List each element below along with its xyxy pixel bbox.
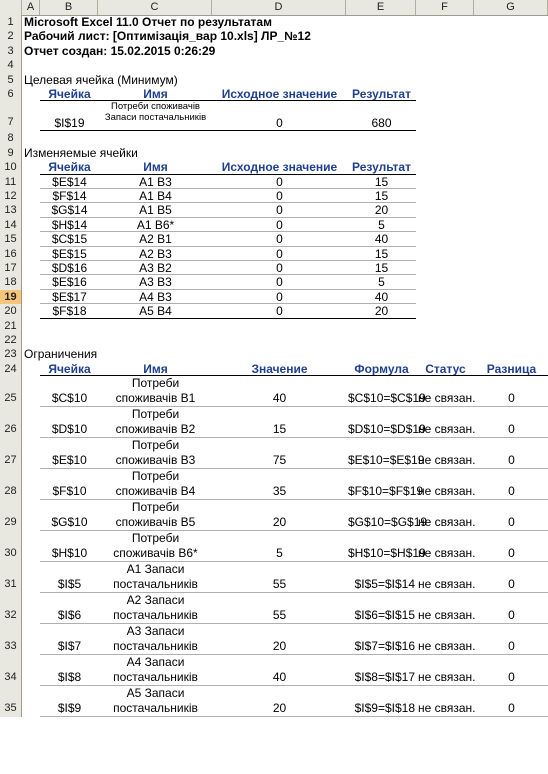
constraint-cell-ref: $I$8	[57, 670, 82, 685]
column-header-g[interactable]: G	[474, 0, 548, 15]
column-header-c[interactable]: C	[98, 0, 212, 15]
row-header-19[interactable]: 19	[0, 290, 22, 304]
constraint-name-line1: Потреби	[131, 438, 180, 453]
constraint-difference: 0	[508, 546, 515, 561]
variable-cell-name: A2 B3	[139, 246, 172, 261]
row-header-24[interactable]: 24	[0, 362, 22, 376]
variable-cell-name: A1 B5	[139, 203, 172, 218]
target-cell-name: Потреби споживачів Запаси постачальників	[104, 101, 207, 124]
target-section-title: Целевая ячейка (Минимум)	[24, 72, 178, 87]
constraint-status: не связан.	[418, 546, 476, 561]
table-border	[40, 716, 548, 717]
variable-initial-value: 0	[276, 217, 283, 232]
constraint-status: не связан.	[418, 577, 476, 592]
constraint-formula: $I$6=$I$15	[354, 608, 415, 623]
variable-cell-ref: $E$16	[52, 275, 87, 290]
report-worksheet: Рабочий лист: [Оптимізація_вар 10.xls] ЛР_№12	[24, 29, 311, 44]
row-header-9[interactable]: 9	[0, 146, 22, 160]
variable-cell-ref: $E$17	[52, 289, 87, 304]
row-header-11[interactable]: 11	[0, 175, 22, 189]
row-header-16[interactable]: 16	[0, 247, 22, 261]
constraint-status: не связан.	[418, 391, 476, 406]
variable-cell-name: A2 B1	[139, 232, 172, 247]
variable-cell-name: A1 B3	[139, 174, 172, 189]
constraint-value: 20	[272, 701, 287, 716]
variable-initial-value: 0	[276, 189, 283, 203]
constraint-value: 40	[272, 391, 287, 406]
row-header-1[interactable]: 1	[0, 15, 22, 29]
row-header-13[interactable]: 13	[0, 203, 22, 217]
constraint-cell-ref: $C$10	[51, 391, 88, 406]
row-header-35[interactable]: 35	[0, 686, 22, 717]
column-header-bar	[0, 0, 548, 16]
constraint-formula: $C$10=$C$19	[348, 391, 426, 406]
constraints-header-diff: Разница	[486, 361, 537, 376]
variable-initial-value: 0	[276, 203, 283, 218]
constraint-name-line1: Потреби	[131, 407, 180, 422]
row-header-31[interactable]: 31	[0, 562, 22, 593]
row-header-5[interactable]: 5	[0, 73, 22, 87]
row-header-14[interactable]: 14	[0, 218, 22, 232]
constraint-status: не связан.	[418, 453, 476, 468]
constraint-cell-ref: $E$10	[52, 453, 87, 468]
variables-header-result: Результат	[352, 160, 411, 175]
constraint-formula: $H$10=$H$19	[348, 546, 426, 561]
constraint-name-line2: постачальників	[113, 670, 198, 685]
row-header-28[interactable]: 28	[0, 469, 22, 500]
row-header-29[interactable]: 29	[0, 500, 22, 531]
variable-cell-ref: $E$14	[52, 174, 87, 189]
constraint-formula: $I$5=$I$14	[354, 577, 415, 592]
constraint-name-line2: споживачів B6*	[113, 546, 198, 561]
constraint-name-line1: Потреби	[131, 531, 180, 546]
constraint-cell-ref: $I$6	[57, 608, 82, 623]
constraint-cell-ref: $G$10	[51, 515, 88, 530]
constraints-header-cell: Ячейка	[48, 361, 91, 376]
constraint-status: не связан.	[418, 515, 476, 530]
constraint-formula: $G$10=$G$19	[348, 515, 428, 530]
constraint-value: 55	[272, 577, 287, 592]
row-header-4[interactable]: 4	[0, 58, 22, 72]
target-header-initial: Исходное значение	[221, 87, 338, 101]
variable-cell-ref: $F$18	[52, 304, 87, 319]
variable-initial-value: 0	[276, 289, 283, 304]
variable-initial-value: 0	[276, 261, 283, 275]
report-title: Microsoft Excel 11.0 Отчет по результатам	[24, 15, 272, 29]
variable-result-value: 40	[374, 289, 389, 304]
row-header-30[interactable]: 30	[0, 531, 22, 562]
constraint-formula: $F$10=$F$19	[348, 484, 424, 499]
target-result-value: 680	[371, 116, 392, 131]
constraint-formula: $I$9=$I$18	[354, 701, 415, 716]
target-header-cell: Ячейка	[48, 87, 91, 101]
constraint-difference: 0	[508, 391, 515, 406]
constraints-header-formula: Формула	[354, 361, 409, 376]
constraint-value: 5	[276, 546, 283, 561]
variable-cell-ref: $F$14	[52, 189, 87, 203]
row-header-12[interactable]: 12	[0, 189, 22, 203]
row-header-10[interactable]: 10	[0, 160, 22, 174]
constraint-formula: $D$10=$D$19	[348, 422, 426, 437]
row-header-3[interactable]: 3	[0, 44, 22, 58]
constraint-name-line1: A5 Запаси	[126, 686, 185, 701]
row-header-23[interactable]: 23	[0, 347, 22, 361]
column-header-e[interactable]: E	[346, 0, 416, 15]
table-border	[40, 318, 416, 319]
variable-cell-name: A3 B3	[139, 275, 172, 290]
constraint-name-line1: A3 Запаси	[126, 624, 185, 639]
constraint-value: 20	[272, 639, 287, 654]
constraint-name-line2: постачальників	[113, 608, 198, 623]
constraint-name-line1: A1 Запаси	[126, 562, 185, 577]
select-all-corner[interactable]	[0, 0, 22, 15]
variable-result-value: 15	[374, 246, 389, 261]
column-header-d[interactable]: D	[212, 0, 346, 15]
constraint-cell-ref: $I$5	[57, 577, 82, 592]
table-border	[40, 130, 416, 131]
constraint-status: не связан.	[418, 670, 476, 685]
row-header-33[interactable]: 33	[0, 624, 22, 655]
row-header-7[interactable]: 7	[0, 101, 22, 131]
row-header-15[interactable]: 15	[0, 232, 22, 246]
row-header-20[interactable]: 20	[0, 304, 22, 318]
constraint-name-line1: Потреби	[131, 469, 180, 484]
constraint-value: 55	[272, 608, 287, 623]
constraint-cell-ref: $H$10	[51, 546, 88, 561]
constraint-name-line1: Потреби	[131, 500, 180, 515]
variable-cell-name: A5 B4	[139, 304, 172, 319]
variable-initial-value: 0	[276, 304, 283, 319]
row-header-17[interactable]: 17	[0, 261, 22, 275]
constraint-name-line2: постачальників	[113, 639, 198, 654]
constraint-value: 20	[272, 515, 287, 530]
variables-header-initial: Исходное значение	[221, 160, 338, 175]
row-header-26[interactable]: 26	[0, 407, 22, 438]
constraint-formula: $I$8=$I$17	[354, 670, 415, 685]
variable-cell-ref: $C$15	[51, 232, 88, 247]
constraint-difference: 0	[508, 422, 515, 437]
variable-result-value: 15	[374, 261, 389, 275]
constraint-name-line1: A4 Запаси	[126, 655, 185, 670]
variable-cell-name: A4 B3	[139, 289, 172, 304]
variable-initial-value: 0	[276, 246, 283, 261]
constraints-header-value: Значение	[251, 361, 308, 376]
constraint-value: 15	[272, 422, 287, 437]
variable-result-value: 5	[378, 275, 385, 290]
constraint-value: 35	[272, 484, 287, 499]
constraint-difference: 0	[508, 608, 515, 623]
constraint-cell-ref: $I$7	[57, 639, 82, 654]
constraints-header-status: Статус	[425, 361, 466, 376]
constraint-status: не связан.	[418, 639, 476, 654]
variable-cell-ref: $D$16	[51, 261, 88, 275]
constraint-name-line2: споживачів B1	[115, 391, 196, 406]
constraints-header-name: Имя	[143, 361, 168, 376]
row-header-27[interactable]: 27	[0, 438, 22, 469]
variable-cell-name: A1 B6*	[136, 217, 175, 232]
constraints-section-title: Ограничения	[24, 347, 98, 362]
constraint-difference: 0	[508, 453, 515, 468]
constraint-formula: $E$10=$E$19	[348, 453, 425, 468]
constraint-name-line2: споживачів B5	[115, 515, 196, 530]
variables-header-name: Имя	[143, 160, 168, 175]
constraint-name-line2: споживачів B2	[115, 422, 196, 437]
row-header-2[interactable]: 2	[0, 29, 22, 43]
variable-result-value: 15	[374, 174, 389, 189]
column-header-b[interactable]: B	[40, 0, 98, 15]
constraint-difference: 0	[508, 484, 515, 499]
report-created: Отчет создан: 15.02.2015 0:26:29	[24, 43, 216, 58]
variable-cell-name: A1 B4	[139, 189, 172, 203]
constraint-cell-ref: $F$10	[52, 484, 87, 499]
variable-initial-value: 0	[276, 232, 283, 247]
constraint-difference: 0	[508, 577, 515, 592]
constraint-difference: 0	[508, 670, 515, 685]
variable-result-value: 20	[374, 304, 389, 319]
constraint-cell-ref: $D$10	[51, 422, 88, 437]
row-header-32[interactable]: 32	[0, 593, 22, 624]
variable-initial-value: 0	[276, 275, 283, 290]
row-header-21[interactable]: 21	[0, 319, 22, 333]
target-header-name: Имя	[143, 87, 168, 101]
constraint-formula: $I$7=$I$16	[354, 639, 415, 654]
constraint-value: 75	[272, 453, 287, 468]
variable-cell-ref: $G$14	[51, 203, 88, 218]
constraint-difference: 0	[508, 701, 515, 716]
constraint-name-line1: A2 Запаси	[126, 593, 185, 608]
target-cell-ref: $I$19	[54, 116, 85, 131]
constraint-name-line1: Потреби	[131, 376, 180, 391]
constraint-name-line2: постачальників	[113, 577, 198, 592]
constraint-status: не связан.	[418, 701, 476, 716]
variable-result-value: 40	[374, 232, 389, 247]
constraint-status: не связан.	[418, 484, 476, 499]
variable-result-value: 15	[374, 189, 389, 203]
constraint-name-line2: постачальників	[113, 701, 198, 716]
variable-cell-name: A3 B2	[139, 261, 172, 275]
constraint-cell-ref: $I$9	[57, 701, 82, 716]
row-header-34[interactable]: 34	[0, 655, 22, 686]
constraint-status: не связан.	[418, 422, 476, 437]
variable-result-value: 20	[374, 203, 389, 218]
variable-initial-value: 0	[276, 174, 283, 189]
row-header-8[interactable]: 8	[0, 131, 22, 145]
variable-cell-ref: $H$14	[51, 217, 88, 232]
constraint-status: не связан.	[418, 608, 476, 623]
variables-header-cell: Ячейка	[48, 160, 91, 175]
variable-cell-ref: $E$15	[52, 246, 87, 261]
column-header-f[interactable]: F	[416, 0, 474, 15]
row-header-6[interactable]: 6	[0, 87, 22, 101]
constraint-difference: 0	[508, 639, 515, 654]
row-header-18[interactable]: 18	[0, 275, 22, 289]
constraint-difference: 0	[508, 515, 515, 530]
constraint-name-line2: споживачів B4	[115, 484, 196, 499]
constraint-value: 40	[272, 670, 287, 685]
target-header-result: Результат	[352, 87, 411, 101]
column-header-a[interactable]: A	[22, 0, 40, 15]
row-header-25[interactable]: 25	[0, 376, 22, 407]
constraint-name-line2: споживачів B3	[115, 453, 196, 468]
variable-result-value: 5	[378, 217, 385, 232]
row-header-22[interactable]: 22	[0, 333, 22, 347]
variables-section-title: Изменяемые ячейки	[24, 145, 138, 160]
target-initial-value: 0	[276, 116, 283, 131]
